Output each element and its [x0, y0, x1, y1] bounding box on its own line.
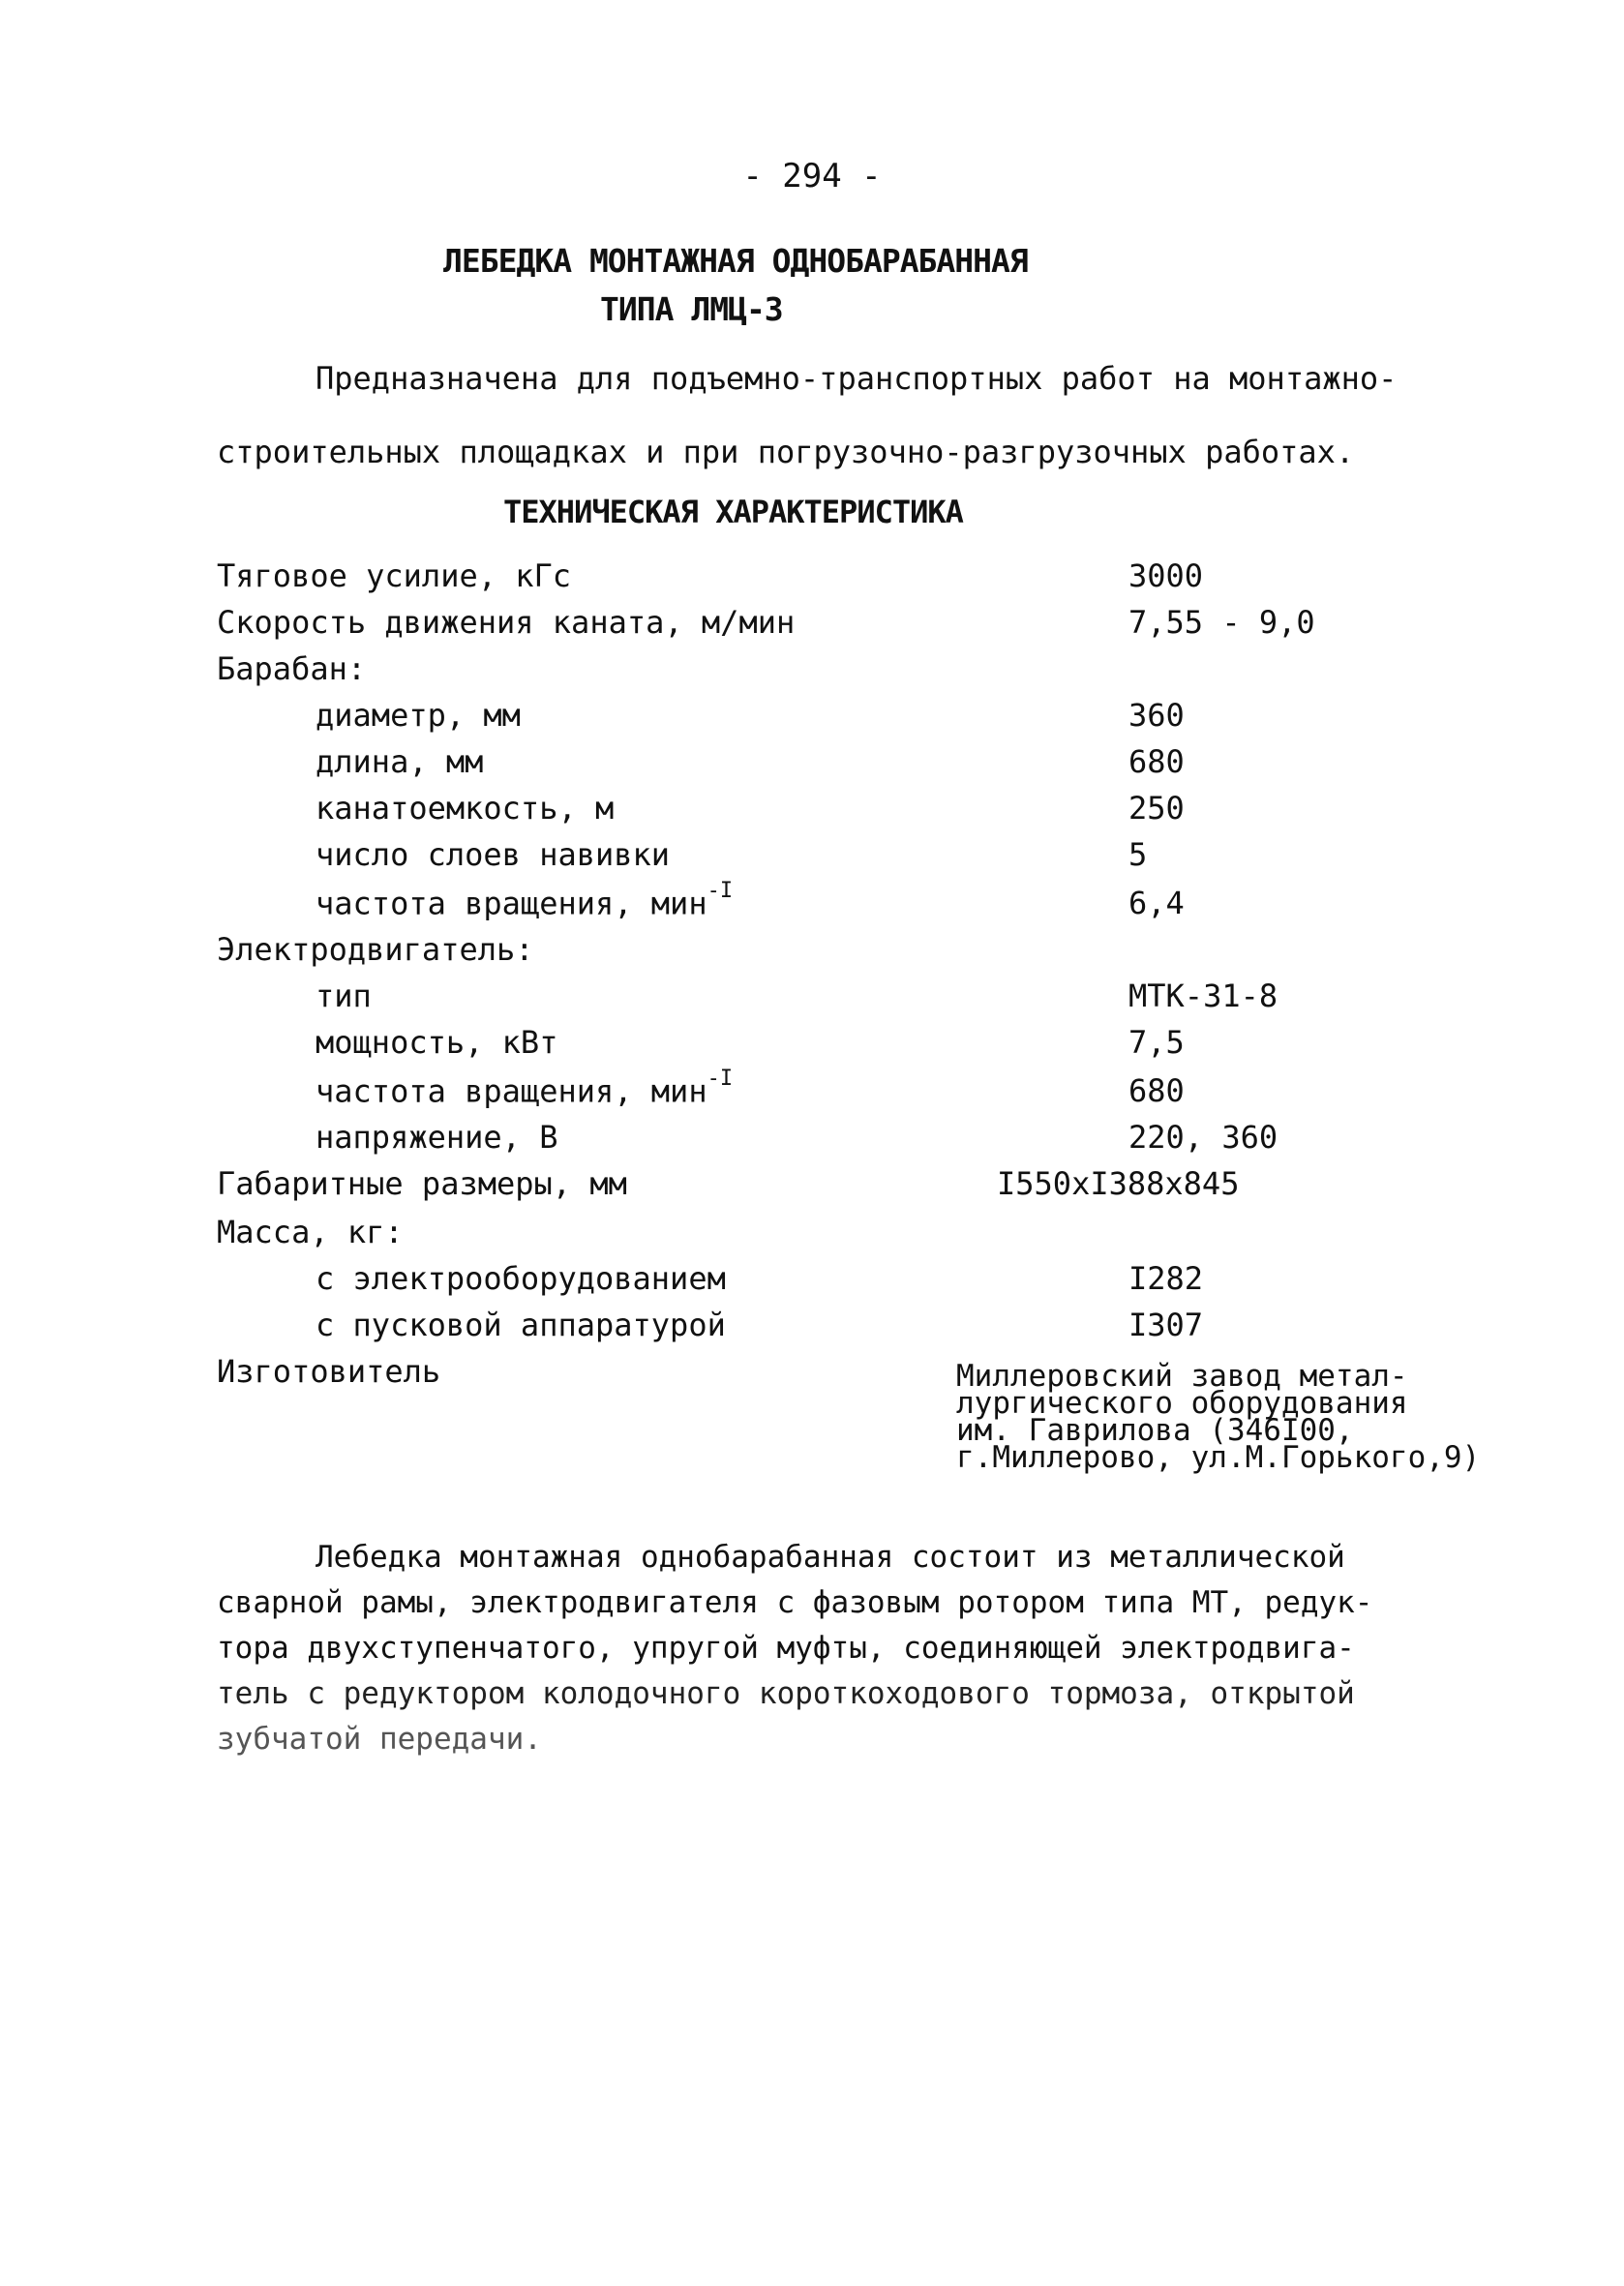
- spec-label-mass-starter: с пусковой аппаратурой: [316, 1307, 726, 1343]
- spec-label-drum-length: длина, мм: [316, 743, 484, 780]
- manufacturer-line-4: г.Миллерово, ул.М.Горького,9): [956, 1440, 1481, 1475]
- spec-label-winding-layers: число слоев навивки: [316, 836, 671, 873]
- spec-label-mass: Масса, кг:: [217, 1214, 404, 1250]
- purpose-text-line-2: строительных площадках и при погрузочно-разгрузочных работах.: [217, 434, 1355, 470]
- spec-label-motor-rpm-text: частота вращения, мин: [316, 1072, 707, 1110]
- spec-label-rope-capacity: канатоемкость, м: [316, 790, 615, 827]
- spec-label-motor-rpm-sup: -I: [707, 1067, 734, 1091]
- spec-value-dimensions: I550xI388x845: [997, 1165, 1240, 1202]
- spec-value-mass-electrical: I282: [1128, 1260, 1204, 1297]
- spec-heading: ТЕХНИЧЕСКАЯ ХАРАКТЕРИСТИКА: [503, 494, 963, 530]
- spec-label-pull-force: Тяговое усилие, кГс: [217, 557, 572, 594]
- spec-label-drum-rpm-text: частота вращения, мин: [316, 885, 707, 922]
- manufacturer-line-3: им. Гаврилова (346I00,: [956, 1413, 1354, 1448]
- spec-value-drum-length: 680: [1128, 743, 1185, 780]
- spec-label-dimensions: Габаритные размеры, мм: [217, 1165, 627, 1202]
- purpose-text-line-1: Предназначена для подъемно-транспортных работ на монтажно-: [316, 360, 1398, 397]
- manufacturer-address: [956, 1359, 1537, 1475]
- spec-label-rope-speed: Скорость движения каната, м/мин: [217, 604, 796, 641]
- manufacturer-line-2: лургического оборудования: [956, 1386, 1408, 1421]
- spec-value-motor-voltage: 220, 360: [1128, 1119, 1278, 1156]
- spec-value-rope-speed: 7,55 - 9,0: [1128, 604, 1315, 641]
- description-line-5: зубчатой передачи.: [217, 1722, 542, 1757]
- spec-value-pull-force: 3000: [1128, 557, 1204, 594]
- spec-value-winding-layers: 5: [1128, 836, 1148, 873]
- spec-value-motor-power: 7,5: [1128, 1024, 1185, 1061]
- description-line-1: Лебедка монтажная однобарабанная состоит из металлической: [316, 1540, 1345, 1575]
- spec-label-drum-rpm-sup: -I: [707, 879, 734, 903]
- description-line-4: тель с редуктором колодочного короткоходового тормоза, открытой: [217, 1676, 1355, 1711]
- document-title-line-1: ЛЕБЕДКА МОНТАЖНАЯ ОДНОБАРАБАННАЯ: [443, 242, 1028, 280]
- spec-label-motor: Электродвигатель:: [217, 931, 534, 968]
- document-title-line-2: ТИПА ЛМЦ-3: [600, 290, 783, 328]
- spec-value-motor-rpm: 680: [1128, 1072, 1185, 1109]
- spec-label-motor-voltage: напряжение, В: [316, 1119, 558, 1156]
- spec-value-drum-diameter: 360: [1128, 697, 1185, 734]
- spec-value-motor-type: МТК-31-8: [1128, 978, 1278, 1014]
- page-number: - 294 -: [742, 157, 882, 196]
- spec-label-motor-rpm: [316, 1067, 734, 1110]
- spec-label-drum-diameter: диаметр, мм: [316, 697, 521, 734]
- spec-label-drum: Барабан:: [217, 650, 367, 687]
- spec-label-mass-electrical: с электрооборудованием: [316, 1260, 726, 1297]
- spec-label-motor-type: тип: [316, 978, 372, 1014]
- spec-value-rope-capacity: 250: [1128, 790, 1185, 827]
- manufacturer-line-1: Миллеровский завод метал-: [956, 1359, 1408, 1394]
- description-line-2: сварной рамы, электродвигателя с фазовым ротором типа МТ, редук-: [217, 1585, 1373, 1620]
- spec-value-mass-starter: I307: [1128, 1307, 1204, 1343]
- spec-value-drum-rpm: 6,4: [1128, 885, 1185, 921]
- description-line-3: тора двухступенчатого, упругой муфты, соединяющей электродвига-: [217, 1631, 1355, 1666]
- spec-label-motor-power: мощность, кВт: [316, 1024, 558, 1061]
- spec-label-drum-rpm: [316, 879, 734, 922]
- spec-label-manufacturer: Изготовитель: [217, 1353, 441, 1390]
